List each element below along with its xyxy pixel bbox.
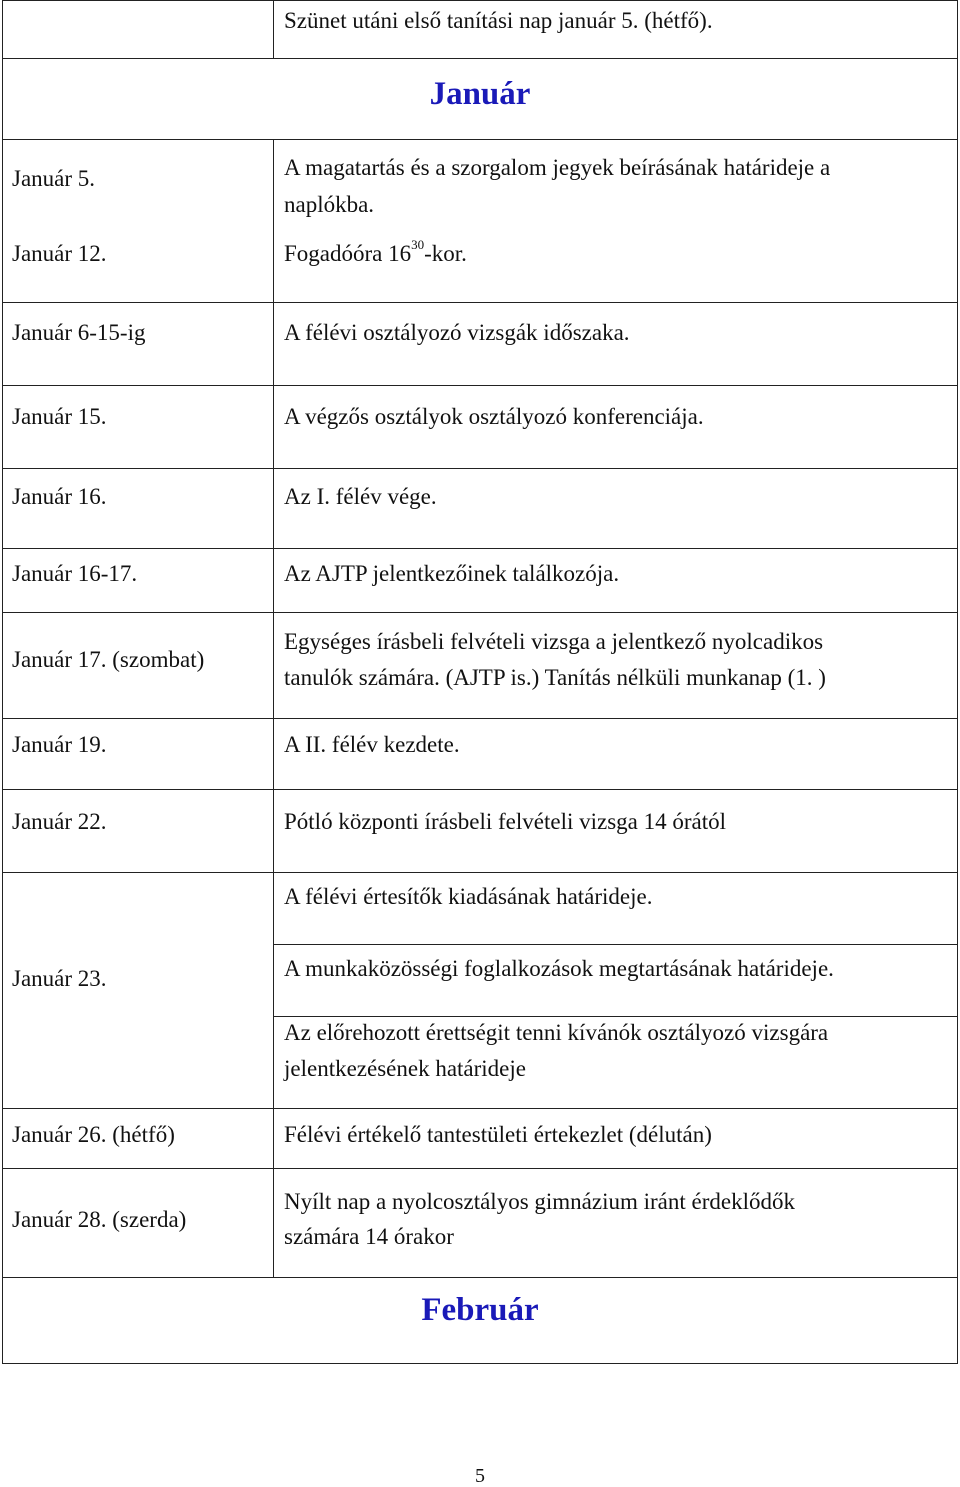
row-date-jan-16-17: Január 16-17. — [12, 561, 138, 586]
row-date-jan-5: Január 5. — [12, 166, 96, 191]
row-text-jan-12 — [284, 236, 467, 272]
reception-hour-text: Fogadóóra 16 — [284, 241, 412, 266]
row-date-jan-19: Január 19. — [12, 732, 107, 757]
row-date-jan-12: Január 12. — [12, 241, 107, 266]
row-text-jan-23-c-line1: Az előrehozott érettségit tenni kívánók osztályozó vizsgára — [284, 1020, 829, 1045]
row-text-jan-17-line1: Egységes írásbeli felvételi vizsga a jelentkező nyolcadikos — [284, 629, 824, 654]
row-text-jan-17-line2: tanulók számára. (AJTP is.) Tanítás nélküli munkanap (1. ) — [284, 665, 826, 690]
row-text-jan-28-line2: számára 14 órakor — [284, 1224, 454, 1249]
row-text-jan-6-15: A félévi osztályozó vizsgák időszaka. — [284, 320, 630, 345]
row-text-jan-19: A II. félév kezdete. — [284, 732, 460, 757]
row-text-jan-5-line2: naplókba. — [284, 192, 375, 217]
row-text-jan-23-a: A félévi értesítők kiadásának határideje. — [284, 884, 653, 909]
row-text-jan-28-line1: Nyílt nap a nyolcosztályos gimnázium iránt érdeklődők — [284, 1189, 795, 1214]
row-text-jan-26: Félévi értékelő tantestületi értekezlet (délután) — [284, 1122, 712, 1147]
month-heading-february: Február — [421, 1292, 539, 1328]
row-date-jan-17: Január 17. (szombat) — [12, 647, 205, 672]
row-date-jan-26: Január 26. (hétfő) — [12, 1122, 175, 1147]
row-date-jan-16: Január 16. — [12, 484, 107, 509]
row-date-jan-28: Január 28. (szerda) — [12, 1207, 187, 1232]
reception-hour-suffix: -kor. — [424, 241, 467, 266]
row-text-jan-5-line1: A magatartás és a szorgalom jegyek beírásának határideje a — [284, 155, 831, 180]
row-text-jan-16-17: Az AJTP jelentkezőinek találkozója. — [284, 561, 620, 586]
row-text-jan-15: A végzős osztályok osztályozó konferenciája. — [284, 404, 704, 429]
month-heading-january: Január — [429, 76, 531, 112]
row-date-jan-23: Január 23. — [12, 966, 107, 991]
row-date-jan-22: Január 22. — [12, 809, 107, 834]
row-text-jan-22: Pótló központi írásbeli felvételi vizsga 14 órától — [284, 809, 727, 834]
row-date-jan-6-15: Január 6-15-ig — [12, 320, 146, 345]
reception-hour-minutes: 30 — [411, 237, 425, 253]
row-text-jan-16: Az I. félév vége. — [284, 484, 437, 509]
page-number: 5 — [475, 1465, 485, 1487]
row-text-jan-23-c-line2: jelentkezésének határideje — [284, 1056, 526, 1081]
top-note: Szünet utáni első tanítási nap január 5. (hétfő). — [284, 8, 713, 33]
row-date-jan-15: Január 15. — [12, 404, 107, 429]
row-text-jan-23-b: A munkaközösségi foglalkozások megtartásának határideje. — [284, 956, 834, 981]
